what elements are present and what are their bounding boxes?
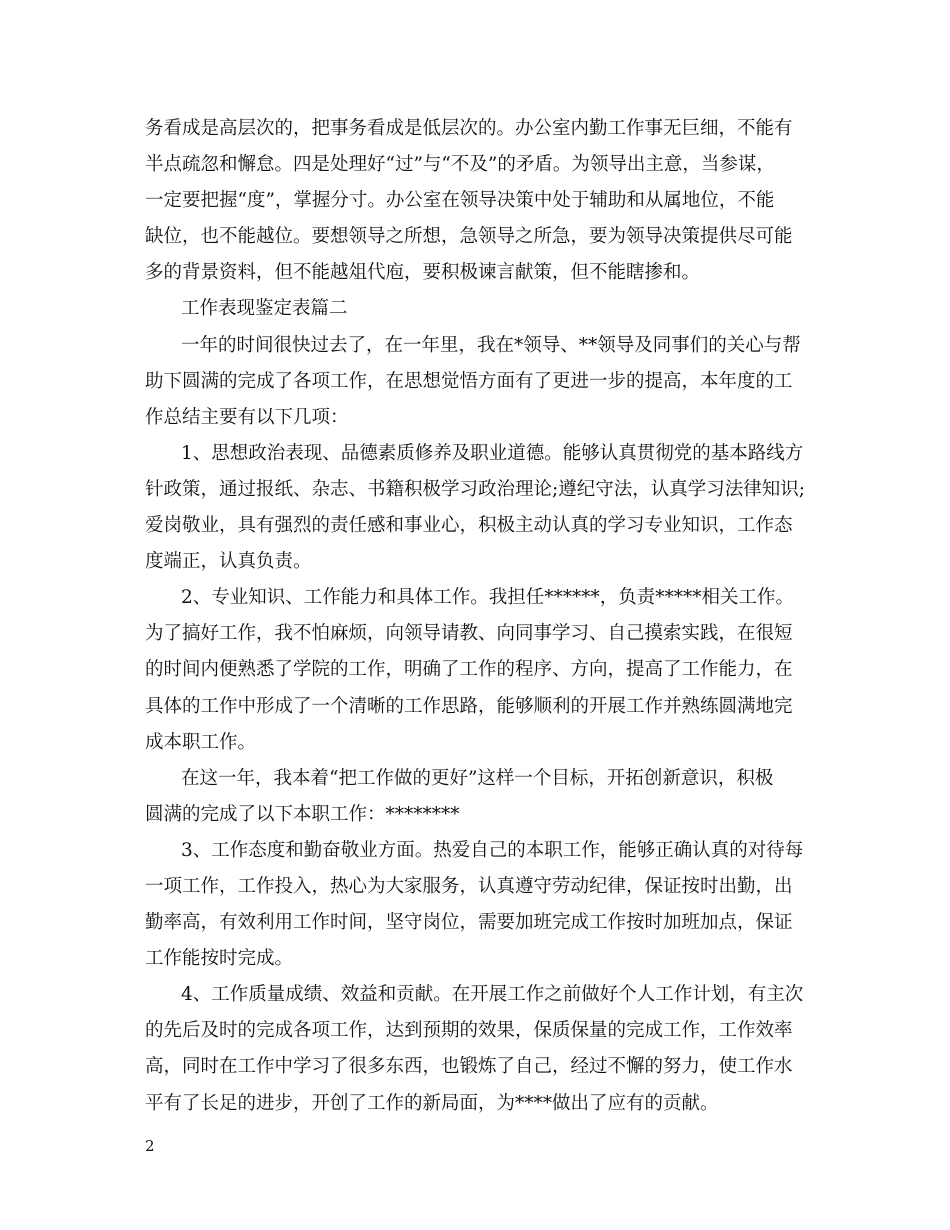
- body-line: 的时间内便熟悉了学院的工作，明确了工作的程序、方向，提高了工作能力，在: [145, 659, 793, 681]
- body-line: 工作能按时完成。: [145, 948, 294, 970]
- body-line: 半点疏忽和懈怠。四是处理好“过”与“不及”的矛盾。为领导出主意，当参谋，: [145, 154, 775, 176]
- section-heading: 工作表现鉴定表篇二: [181, 298, 348, 320]
- body-line: 缺位，也不能越位。要想领导之所想，急领导之所急，要为领导决策提供尽可能: [145, 226, 793, 248]
- paragraph-start-line: 1、思想政治表现、品德素质修养及职业道德。能够认真贯彻党的基本路线方: [181, 442, 804, 464]
- body-line: 爱岗敬业，具有强烈的责任感和事业心，积极主动认真的学习专业知识，工作态: [145, 515, 793, 537]
- paragraph-start-line: 一年的时间很快过去了，在一年里，我在*领导、**领导及同事们的关心与帮: [181, 334, 801, 356]
- body-line: 勤率高，有效利用工作时间，坚守岗位，需要加班完成工作按时加班加点，保证: [145, 912, 793, 934]
- body-line: 一定要把握“度”，掌握分寸。办公室在领导决策中处于辅助和从属地位，不能: [145, 190, 775, 212]
- body-line: 一项工作，工作投入，热心为大家服务，认真遵守劳动纪律，保证按时出勤，出: [145, 875, 793, 897]
- body-line: 作总结主要有以下几项：: [145, 406, 349, 428]
- page-number: 2: [145, 1137, 155, 1155]
- body-line: 为了搞好工作，我不怕麻烦，向领导请教、向同事学习、自己摸索实践，在很短: [145, 623, 793, 645]
- body-line: 务看成是高层次的，把事务看成是低层次的。办公室内勤工作事无巨细，不能有: [145, 118, 793, 139]
- body-line: 具体的工作中形成了一个清晰的工作思路，能够顺利的开展工作并熟练圆满地完: [145, 695, 793, 717]
- body-line: 圆满的完成了以下本职工作：********: [145, 803, 460, 825]
- document-body: [145, 111, 810, 1122]
- paragraph-start-line: 在这一年，我本着“把工作做的更好”这样一个目标，开拓创新意识，积极: [181, 767, 774, 789]
- paragraph-start-line: 4、工作质量成绩、效益和贡献。在开展工作之前做好个人工作计划，有主次: [181, 984, 804, 1006]
- body-line: 助下圆满的完成了各项工作，在思想觉悟方面有了更进一步的提高，本年度的工: [145, 370, 793, 392]
- paragraph-start-line: 3、工作态度和勤奋敬业方面。热爱自己的本职工作，能够正确认真的对待每: [181, 839, 804, 861]
- body-line: 成本职工作。: [145, 731, 257, 753]
- body-line: 的先后及时的完成各项工作，达到预期的效果，保质保量的完成工作，工作效率: [145, 1020, 793, 1042]
- body-line: 高，同时在工作中学习了很多东西，也锻炼了自己，经过不懈的努力，使工作水: [145, 1056, 793, 1078]
- body-line: 针政策，通过报纸、杂志、书籍积极学习政治理论;遵纪守法，认真学习法律知识;: [145, 478, 805, 500]
- body-line: 平有了长足的进步，开创了工作的新局面，为****做出了应有的贡献。: [145, 1092, 719, 1114]
- body-line: 度端正，认真负责。: [145, 551, 312, 573]
- body-line: 多的背景资料，但不能越俎代庖，要积极谏言献策，但不能瞎掺和。: [145, 262, 701, 284]
- paragraph-start-line: 2、专业知识、工作能力和具体工作。我担任******，负责*****相关工作。: [181, 587, 795, 609]
